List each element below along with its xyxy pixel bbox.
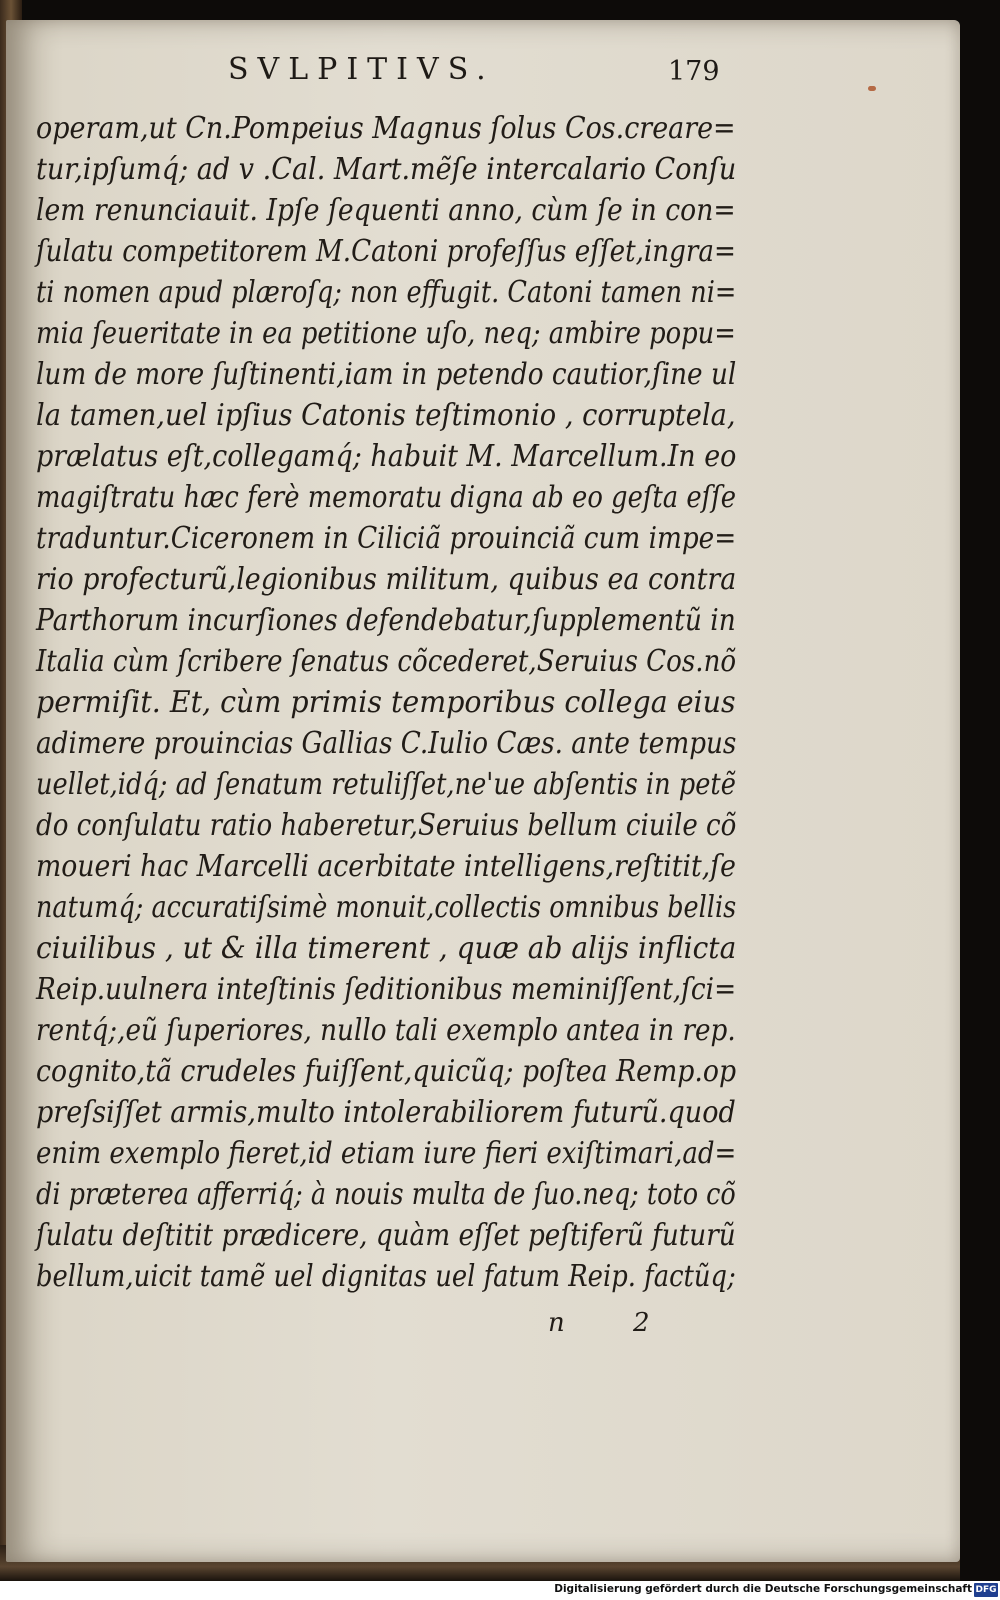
text-line: ſulatu deſtitit prædicere, quàm eſſet peſtiferũ futurũ bbox=[36, 1218, 736, 1252]
text-line: do conſulatu ratio haberetur,Seruius bellum ciuile cõ bbox=[36, 808, 737, 842]
body-text bbox=[36, 108, 736, 1297]
page-number: 179 bbox=[668, 56, 720, 87]
text-line: rio profecturũ,legionibus militum, quibus ea contra bbox=[36, 562, 737, 596]
text-line: permiſit. Et, cùm primis temporibus collega eius bbox=[36, 685, 736, 719]
text-line: Italia cùm ſcribere ſenatus cõcederet,Seruius Cos.nõ bbox=[36, 644, 737, 678]
text-line: natumq́; accuratiſsimè monuit,collectis omnibus bellis bbox=[36, 890, 737, 924]
text-line: di præterea afferriq́; à nouis multa de ſuo.neq; toto cõ bbox=[36, 1177, 736, 1211]
text-line: lem renunciauit. Ipſe ſequenti anno, cùm ſe in con= bbox=[36, 193, 736, 227]
text-line: moueri hac Marcelli acerbitate intelligens,reſtitit,ſe bbox=[36, 849, 736, 883]
text-line: Parthorum incurſiones defendebatur,ſupplementũ in bbox=[36, 603, 736, 637]
text-line: la tamen,uel ipſius Catonis teſtimonio , corruptela, bbox=[36, 398, 736, 432]
text-line: enim exemplo fieret,id etiam iure fieri exiſtimari,ad= bbox=[36, 1136, 737, 1170]
text-line: operam,ut Cn.Pompeius Magnus ſolus Cos.creare= bbox=[36, 111, 736, 145]
text-line: cognito,tã crudeles fuiſſent,quicũq; poſtea Remp.op bbox=[36, 1054, 737, 1088]
text-line: ti nomen apud plæroſq; non effugit. Catoni tamen ni= bbox=[36, 275, 737, 309]
ink-mark bbox=[868, 86, 876, 91]
text-line: traduntur.Ciceronem in Ciliciã prouinciã cum impe= bbox=[36, 521, 737, 555]
text-line: rentq́;,eũ ſuperiores, nullo tali exemplo antea in rep. bbox=[36, 1013, 736, 1047]
text-line: lum de more ſuſtinenti,iam in petendo cautior,ſine ul bbox=[36, 357, 737, 391]
text-line: Reip.uulnera inteſtinis ſeditionibus meminiſſent,ſci= bbox=[36, 972, 737, 1006]
text-line: tur,ipſumq́; ad v .Cal. Mart.mẽſe intercalario Conſu bbox=[36, 152, 737, 186]
text-line: mia ſeueritate in ea petitione uſo, neq; ambire popu= bbox=[36, 316, 736, 350]
digitization-credit: Digitalisierung gefördert durch die Deutsche Forschungsgemeinschaft bbox=[554, 1583, 972, 1595]
text-line: adimere prouincias Gallias C.Iulio Cæs. ante tempus bbox=[36, 726, 737, 760]
text-line: bellum,uicit tamẽ uel dignitas uel fatum Reip. factũq; bbox=[36, 1259, 736, 1293]
running-head: SVLPITIVS. bbox=[228, 52, 495, 87]
text-line: ciuilibus , ut & illa timerent , quæ ab alijs inflicta bbox=[36, 931, 737, 965]
text-line: magiſtratu hæc ferè memoratu digna ab eo geſta eſſe bbox=[36, 480, 737, 514]
text-line: uellet,idq́; ad ſenatum retuliſſet,ne'ue abſentis in petẽ bbox=[36, 767, 736, 801]
text-line: prælatus eſt,collegamq́; habuit M. Marcellum.In eo bbox=[36, 439, 737, 473]
text-line: preſsiſſet armis,multo intolerabiliorem futurũ.quod bbox=[36, 1095, 736, 1129]
dfg-logo: DFG bbox=[975, 1585, 997, 1595]
signature-mark: n 2 bbox=[548, 1308, 680, 1338]
text-line: ſulatu competitorem M.Catoni profeſſus eſſet,ingra= bbox=[36, 234, 736, 268]
